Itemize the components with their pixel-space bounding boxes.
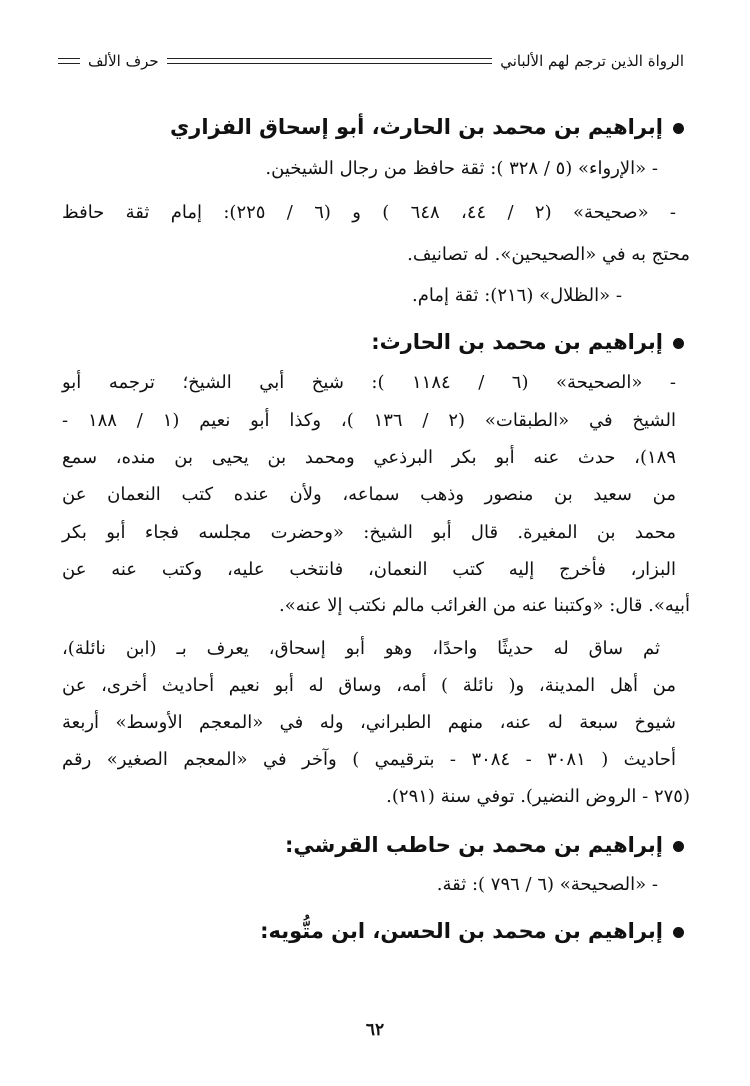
entry-line: الشيخ في «الطبقات» (٢ / ١٣٦ )، وكذا أبو نعيم (١ / ١٨٨ - bbox=[62, 410, 676, 431]
entry-line: من سعيد بن منصور وذهب سماعه، ولأن عنده كتب النعمان عن bbox=[62, 484, 676, 505]
entry-line: محتج به في «الصحيحين». له تصانيف. bbox=[407, 244, 690, 265]
entry-line: أحاديث ( ٣٠٨١ - ٣٠٨٤ - بترقيمي ) وآخر في «المعجم الصغير» رقم bbox=[62, 749, 676, 770]
page-number: ٦٢ bbox=[365, 1020, 385, 1040]
entry-line: - «الظلال» (٢١٦): ثقة إمام. bbox=[412, 285, 622, 306]
entry-line: ١٨٩)، حدث عنه أبو بكر البرذعي ومحمد بن يحيى بن منده، سمع bbox=[62, 447, 676, 468]
bullet-icon bbox=[673, 338, 684, 349]
header-chapter-title: حرف الألف bbox=[88, 52, 159, 70]
entry-title bbox=[170, 112, 684, 142]
entry-title-text: إبراهيم بن محمد بن الحارث: bbox=[371, 330, 663, 354]
entry-title-text: إبراهيم بن محمد بن الحارث، أبو إسحاق الفزاري bbox=[170, 115, 663, 139]
entry-line: محمد بن المغيرة. قال أبو الشيخ: «وحضرت مجلسه فجاء أبو بكر bbox=[62, 522, 676, 543]
entry-line: ثم ساق له حديثًا واحدًا، وهو أبو إسحاق، يعرف بـ (ابن نائلة)، bbox=[62, 638, 660, 659]
entry-line: - «الصحيحة» (٦ / ١١٨٤ ): شيخ أبي الشيخ؛ ترجمه أبو bbox=[62, 372, 676, 393]
entry-line: (٢٧٥ - الروض النضير). توفي سنة (٢٩١). bbox=[386, 786, 690, 807]
header-book-title: الرواة الذين ترجم لهم الألباني bbox=[500, 52, 684, 70]
header-rule bbox=[167, 58, 493, 64]
entry-line: أبيه». قال: «وكتبنا عنه من الغرائب مالم نكتب إلا عنه». bbox=[278, 595, 690, 616]
entry-line: - «الإرواء» (٥ / ٣٢٨ ): ثقة حافظ من رجال الشيخين. bbox=[265, 158, 658, 179]
entry-line: شيوخ سبعة له عنه، منهم الطبراني، وله في «المعجم الأوسط» أربعة bbox=[62, 712, 676, 733]
entry-title bbox=[371, 327, 684, 357]
entry-title-text: إبراهيم بن محمد بن الحسن، ابن متُّويه: bbox=[260, 919, 663, 943]
entry-title bbox=[285, 830, 684, 860]
entry-line: من أهل المدينة، و( نائلة ) أمه، وساق له أبو نعيم أحاديث أخرى، عن bbox=[62, 675, 676, 696]
entry-line: البزار، فأخرج إليه كتب النعمان، فانتخب عليه، وكتب عنه عن bbox=[62, 559, 676, 580]
entry-line: - «الصحيحة» (٦ / ٧٩٦ ): ثقة. bbox=[436, 874, 658, 895]
entry-line: - «صحيحة» (٢ / ٤٤، ٦٤٨ ) و (٦ / ٢٢٥): إمام ثقة حافظ bbox=[62, 202, 677, 223]
bullet-icon bbox=[673, 841, 684, 852]
header-rule-short bbox=[58, 58, 80, 64]
bullet-icon bbox=[673, 123, 684, 134]
bullet-icon bbox=[673, 927, 684, 938]
entry-title bbox=[260, 916, 684, 946]
running-header bbox=[58, 50, 684, 72]
entry-title-text: إبراهيم بن محمد بن حاطب القرشي: bbox=[285, 833, 663, 857]
